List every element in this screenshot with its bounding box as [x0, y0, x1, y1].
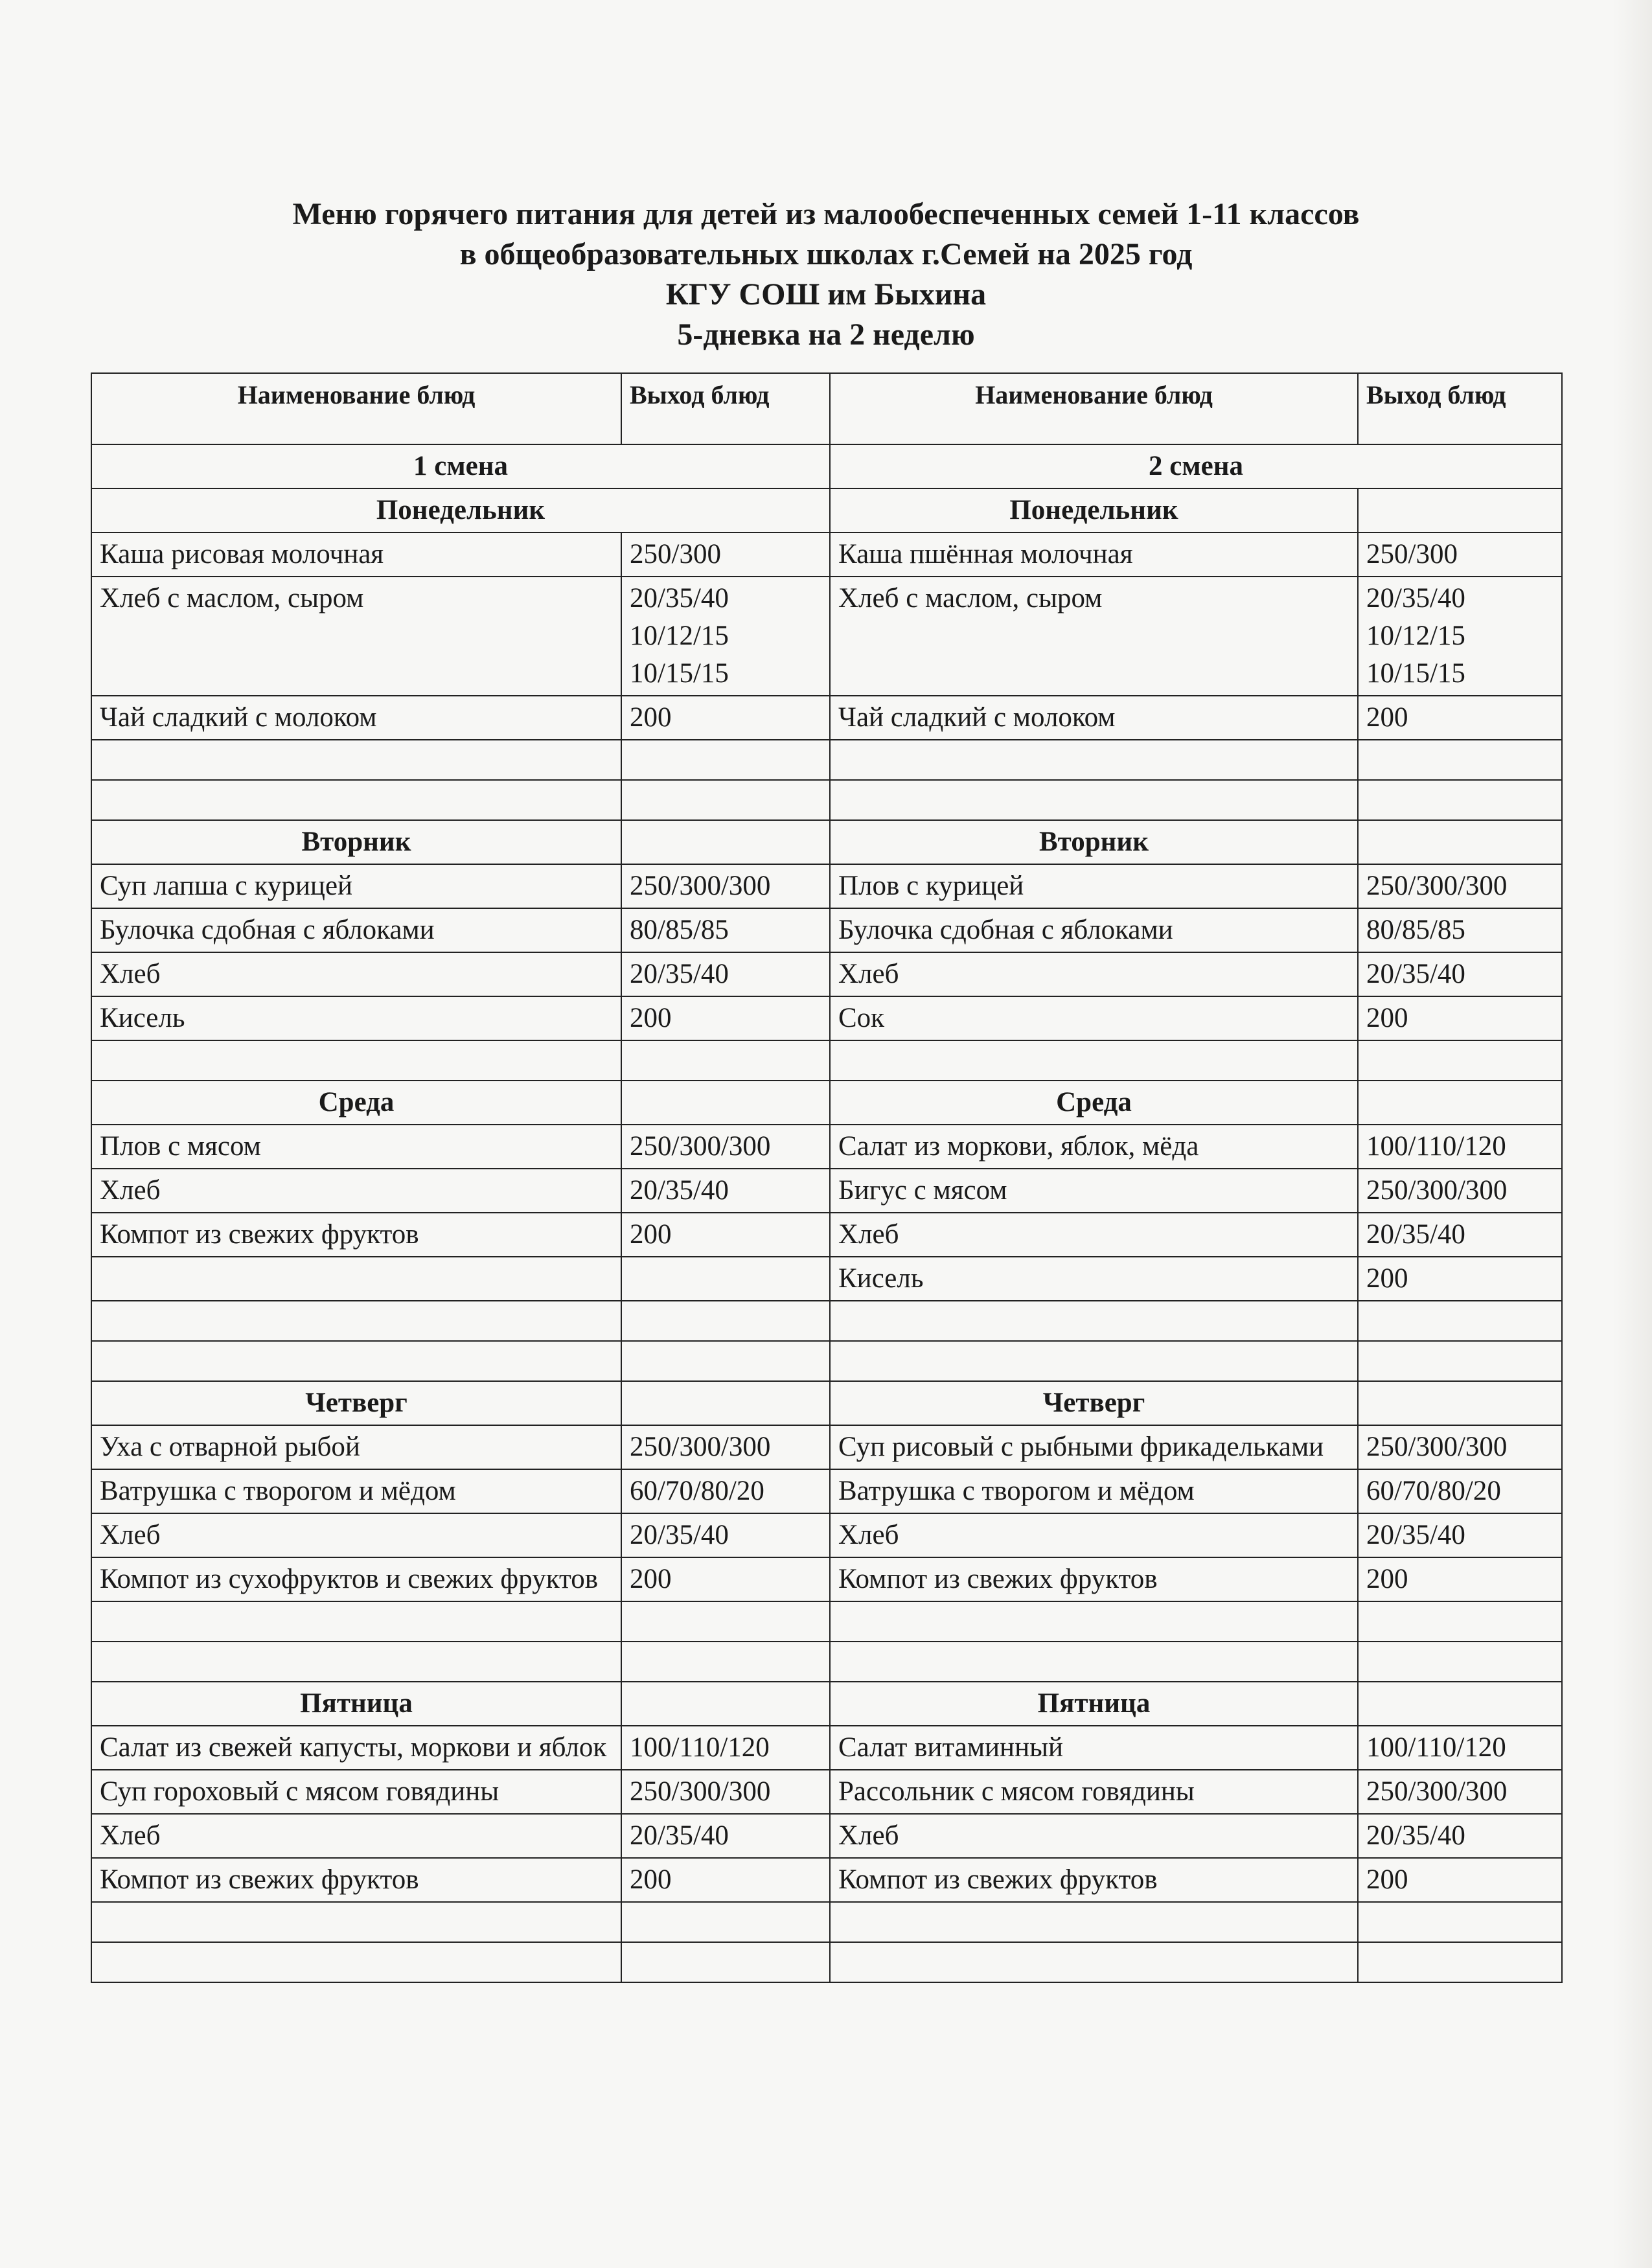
dish-row	[91, 696, 1562, 740]
dish-output-shift-1: 200	[621, 996, 830, 1040]
day-empty-cell	[1358, 488, 1562, 533]
dish-output-shift-1: 20/35/40	[621, 1814, 830, 1858]
dish-output-shift-1: 20/35/40	[621, 1513, 830, 1557]
day-label-1-fri: Пятница	[91, 1682, 621, 1726]
dish-row	[91, 1513, 1562, 1557]
dish-row	[91, 908, 1562, 952]
dish-name-shift-1: Каша рисовая молочная	[91, 533, 621, 577]
dish-name-shift-1: Хлеб	[91, 1814, 621, 1858]
empty-row	[91, 780, 1562, 820]
empty-cell	[621, 780, 830, 820]
dish-output-shift-1: 20/35/40	[621, 952, 830, 996]
dish-name-shift-2: Бигус с мясом	[830, 1169, 1358, 1213]
empty-cell	[91, 740, 621, 780]
dish-name-shift-1: Булочка сдобная с яблоками	[91, 908, 621, 952]
day-empty-cell	[621, 1081, 830, 1125]
day-empty-cell	[621, 1682, 830, 1726]
day-empty-cell	[1358, 1381, 1562, 1425]
dish-name-shift-1: Кисель	[91, 996, 621, 1040]
dish-name-shift-1: Уха с отварной рыбой	[91, 1425, 621, 1469]
empty-cell	[621, 1301, 830, 1341]
dish-name-shift-2: Плов с курицей	[830, 864, 1358, 908]
empty-cell	[1358, 780, 1562, 820]
dish-name-shift-1: Компот из сухофруктов и свежих фруктов	[91, 1557, 621, 1601]
dish-output-shift-1: 250/300/300	[621, 1770, 830, 1814]
empty-cell	[830, 780, 1358, 820]
day-label-1-mon: Понедельник	[91, 488, 830, 533]
empty-cell	[1358, 740, 1562, 780]
dish-output-shift-2: 20/35/40	[1358, 1814, 1562, 1858]
day-header-row-fri	[91, 1682, 1562, 1726]
dish-name-shift-1: Хлеб	[91, 952, 621, 996]
day-empty-cell	[621, 820, 830, 864]
dish-output-shift-1: 250/300	[621, 533, 830, 577]
empty-cell	[1358, 1341, 1562, 1381]
dish-output-shift-2: 100/110/120	[1358, 1726, 1562, 1770]
dish-output-shift-1: 200	[621, 1557, 830, 1601]
dish-name-shift-2: Чай сладкий с молоком	[830, 696, 1358, 740]
dish-output-shift-2: 250/300/300	[1358, 1425, 1562, 1469]
dish-output-shift-1: 250/300/300	[621, 1125, 830, 1169]
empty-cell	[830, 1642, 1358, 1682]
dish-name-shift-1: Хлеб	[91, 1513, 621, 1557]
dish-name-shift-1: Плов с мясом	[91, 1125, 621, 1169]
day-empty-cell	[1358, 1081, 1562, 1125]
title-line-4: 5-дневка на 2 неделю	[677, 317, 975, 352]
empty-cell	[91, 1341, 621, 1381]
dish-row	[91, 1125, 1562, 1169]
title-line-1: Меню горячего питания для детей из малообеспеченных семей 1-11 классов	[292, 197, 1360, 231]
day-label-2-wed: Среда	[830, 1081, 1358, 1125]
dish-output-shift-2: 200	[1358, 1858, 1562, 1902]
dish-output-shift-2: 80/85/85	[1358, 908, 1562, 952]
dish-output-shift-2: 200	[1358, 696, 1562, 740]
dish-output-shift-2: 250/300/300	[1358, 1169, 1562, 1213]
dish-output-shift-1	[621, 1257, 830, 1301]
day-label-2-mon: Понедельник	[830, 488, 1358, 533]
dish-output-shift-2: 20/35/40	[1358, 1513, 1562, 1557]
dish-name-shift-1: Чай сладкий с молоком	[91, 696, 621, 740]
dish-row	[91, 1213, 1562, 1257]
dish-name-shift-2: Салат из моркови, яблок, мёда	[830, 1125, 1358, 1169]
dish-row	[91, 952, 1562, 996]
dish-row	[91, 1858, 1562, 1902]
empty-cell	[621, 1902, 830, 1942]
menu-table	[91, 372, 1563, 1983]
empty-cell	[621, 1341, 830, 1381]
empty-cell	[830, 740, 1358, 780]
header-name-2: Наименование блюд	[830, 373, 1358, 444]
empty-cell	[91, 1642, 621, 1682]
dish-output-shift-2: 200	[1358, 1257, 1562, 1301]
dish-name-shift-1: Ватрушка с творогом и мёдом	[91, 1469, 621, 1513]
dish-name-shift-2: Булочка сдобная с яблоками	[830, 908, 1358, 952]
dish-output-shift-2: 200	[1358, 996, 1562, 1040]
dish-output-shift-1: 250/300/300	[621, 1425, 830, 1469]
dish-name-shift-1: Компот из свежих фруктов	[91, 1213, 621, 1257]
empty-row	[91, 1902, 1562, 1942]
shift-2-label: 2 смена	[830, 444, 1562, 488]
header-row	[91, 373, 1562, 444]
title-line-3: КГУ СОШ им Быхина	[665, 277, 987, 312]
dish-row	[91, 1425, 1562, 1469]
empty-cell	[1358, 1642, 1562, 1682]
dish-output-shift-2: 20/35/40	[1358, 952, 1562, 996]
day-label-2-tue: Вторник	[830, 820, 1358, 864]
empty-cell	[830, 1942, 1358, 1982]
empty-cell	[91, 1942, 621, 1982]
empty-cell	[621, 740, 830, 780]
empty-row	[91, 1601, 1562, 1642]
empty-cell	[1358, 1040, 1562, 1081]
dish-output-shift-2: 200	[1358, 1557, 1562, 1601]
dish-output-shift-2: 60/70/80/20	[1358, 1469, 1562, 1513]
empty-row	[91, 1942, 1562, 1982]
dish-output-shift-1: 200	[621, 1213, 830, 1257]
empty-cell	[1358, 1902, 1562, 1942]
dish-row	[91, 1770, 1562, 1814]
dish-row	[91, 1257, 1562, 1301]
empty-cell	[91, 1301, 621, 1341]
empty-row	[91, 1341, 1562, 1381]
empty-cell	[830, 1341, 1358, 1381]
dish-output-shift-1: 80/85/85	[621, 908, 830, 952]
header-name-1: Наименование блюд	[91, 373, 621, 444]
empty-cell	[1358, 1942, 1562, 1982]
dish-row	[91, 1169, 1562, 1213]
dish-output-shift-2: 100/110/120	[1358, 1125, 1562, 1169]
day-header-row-tue	[91, 820, 1562, 864]
dish-name-shift-2: Компот из свежих фруктов	[830, 1557, 1358, 1601]
dish-row	[91, 864, 1562, 908]
dish-output-shift-1: 60/70/80/20	[621, 1469, 830, 1513]
dish-name-shift-2: Рассольник с мясом говядины	[830, 1770, 1358, 1814]
menu-title	[0, 194, 1652, 355]
dish-output-shift-2: 250/300/300	[1358, 864, 1562, 908]
empty-row	[91, 740, 1562, 780]
days-body	[91, 488, 1562, 1982]
dish-output-shift-1: 100/110/120	[621, 1726, 830, 1770]
dish-name-shift-1: Компот из свежих фруктов	[91, 1858, 621, 1902]
day-empty-cell	[1358, 1682, 1562, 1726]
empty-cell	[830, 1902, 1358, 1942]
dish-name-shift-1: Хлеб с маслом, сыром	[91, 577, 621, 696]
empty-row	[91, 1642, 1562, 1682]
day-label-1-tue: Вторник	[91, 820, 621, 864]
empty-cell	[621, 1601, 830, 1642]
dish-output-shift-1: 20/35/40 10/12/15 10/15/15	[621, 577, 830, 696]
dish-row	[91, 1814, 1562, 1858]
dish-output-shift-1: 200	[621, 696, 830, 740]
empty-cell	[91, 1040, 621, 1081]
header-output-2: Выход блюд	[1358, 373, 1562, 444]
dish-name-shift-2: Хлеб	[830, 1213, 1358, 1257]
dish-name-shift-1: Суп лапша с курицей	[91, 864, 621, 908]
dish-name-shift-2: Хлеб	[830, 952, 1358, 996]
dish-name-shift-2: Суп рисовый с рыбными фрикадельками	[830, 1425, 1358, 1469]
dish-row	[91, 1557, 1562, 1601]
dish-name-shift-2: Хлеб	[830, 1513, 1358, 1557]
shift-row	[91, 444, 1562, 488]
dish-output-shift-2: 250/300/300	[1358, 1770, 1562, 1814]
shift-1-label: 1 смена	[91, 444, 830, 488]
dish-name-shift-1: Суп гороховый с мясом говядины	[91, 1770, 621, 1814]
dish-output-shift-2: 250/300	[1358, 533, 1562, 577]
dish-output-shift-1: 200	[621, 1858, 830, 1902]
day-empty-cell	[1358, 820, 1562, 864]
dish-name-shift-2: Сок	[830, 996, 1358, 1040]
dish-name-shift-2: Хлеб	[830, 1814, 1358, 1858]
dish-row	[91, 1469, 1562, 1513]
dish-name-shift-1: Салат из свежей капусты, моркови и яблок	[91, 1726, 621, 1770]
dish-row	[91, 996, 1562, 1040]
dish-name-shift-2: Салат витаминный	[830, 1726, 1358, 1770]
dish-name-shift-2: Хлеб с маслом, сыром	[830, 577, 1358, 696]
dish-name-shift-1	[91, 1257, 621, 1301]
empty-cell	[91, 780, 621, 820]
empty-cell	[91, 1601, 621, 1642]
empty-cell	[830, 1601, 1358, 1642]
empty-cell	[830, 1301, 1358, 1341]
dish-output-shift-1: 20/35/40	[621, 1169, 830, 1213]
empty-cell	[621, 1040, 830, 1081]
dish-output-shift-2: 20/35/40	[1358, 1213, 1562, 1257]
dish-output-shift-1: 250/300/300	[621, 864, 830, 908]
dish-name-shift-2: Ватрушка с творогом и мёдом	[830, 1469, 1358, 1513]
empty-cell	[621, 1642, 830, 1682]
dish-name-shift-1: Хлеб	[91, 1169, 621, 1213]
empty-cell	[830, 1040, 1358, 1081]
day-header-row-wed	[91, 1081, 1562, 1125]
empty-cell	[91, 1902, 621, 1942]
day-header-row-mon	[91, 488, 1562, 533]
dish-name-shift-2: Каша пшённая молочная	[830, 533, 1358, 577]
day-label-1-wed: Среда	[91, 1081, 621, 1125]
empty-row	[91, 1040, 1562, 1081]
empty-cell	[1358, 1601, 1562, 1642]
day-label-1-thu: Четверг	[91, 1381, 621, 1425]
day-label-2-thu: Четверг	[830, 1381, 1358, 1425]
empty-cell	[1358, 1301, 1562, 1341]
header-output-1: Выход блюд	[621, 373, 830, 444]
empty-row	[91, 1301, 1562, 1341]
title-line-2: в общеобразовательных школах г.Семей на 2025 год	[459, 237, 1193, 271]
dish-output-shift-2: 20/35/40 10/12/15 10/15/15	[1358, 577, 1562, 696]
day-label-2-fri: Пятница	[830, 1682, 1358, 1726]
day-header-row-thu	[91, 1381, 1562, 1425]
dish-row	[91, 577, 1562, 696]
dish-row	[91, 533, 1562, 577]
dish-name-shift-2: Компот из свежих фруктов	[830, 1858, 1358, 1902]
dish-row	[91, 1726, 1562, 1770]
day-empty-cell	[621, 1381, 830, 1425]
empty-cell	[621, 1942, 830, 1982]
dish-name-shift-2: Кисель	[830, 1257, 1358, 1301]
